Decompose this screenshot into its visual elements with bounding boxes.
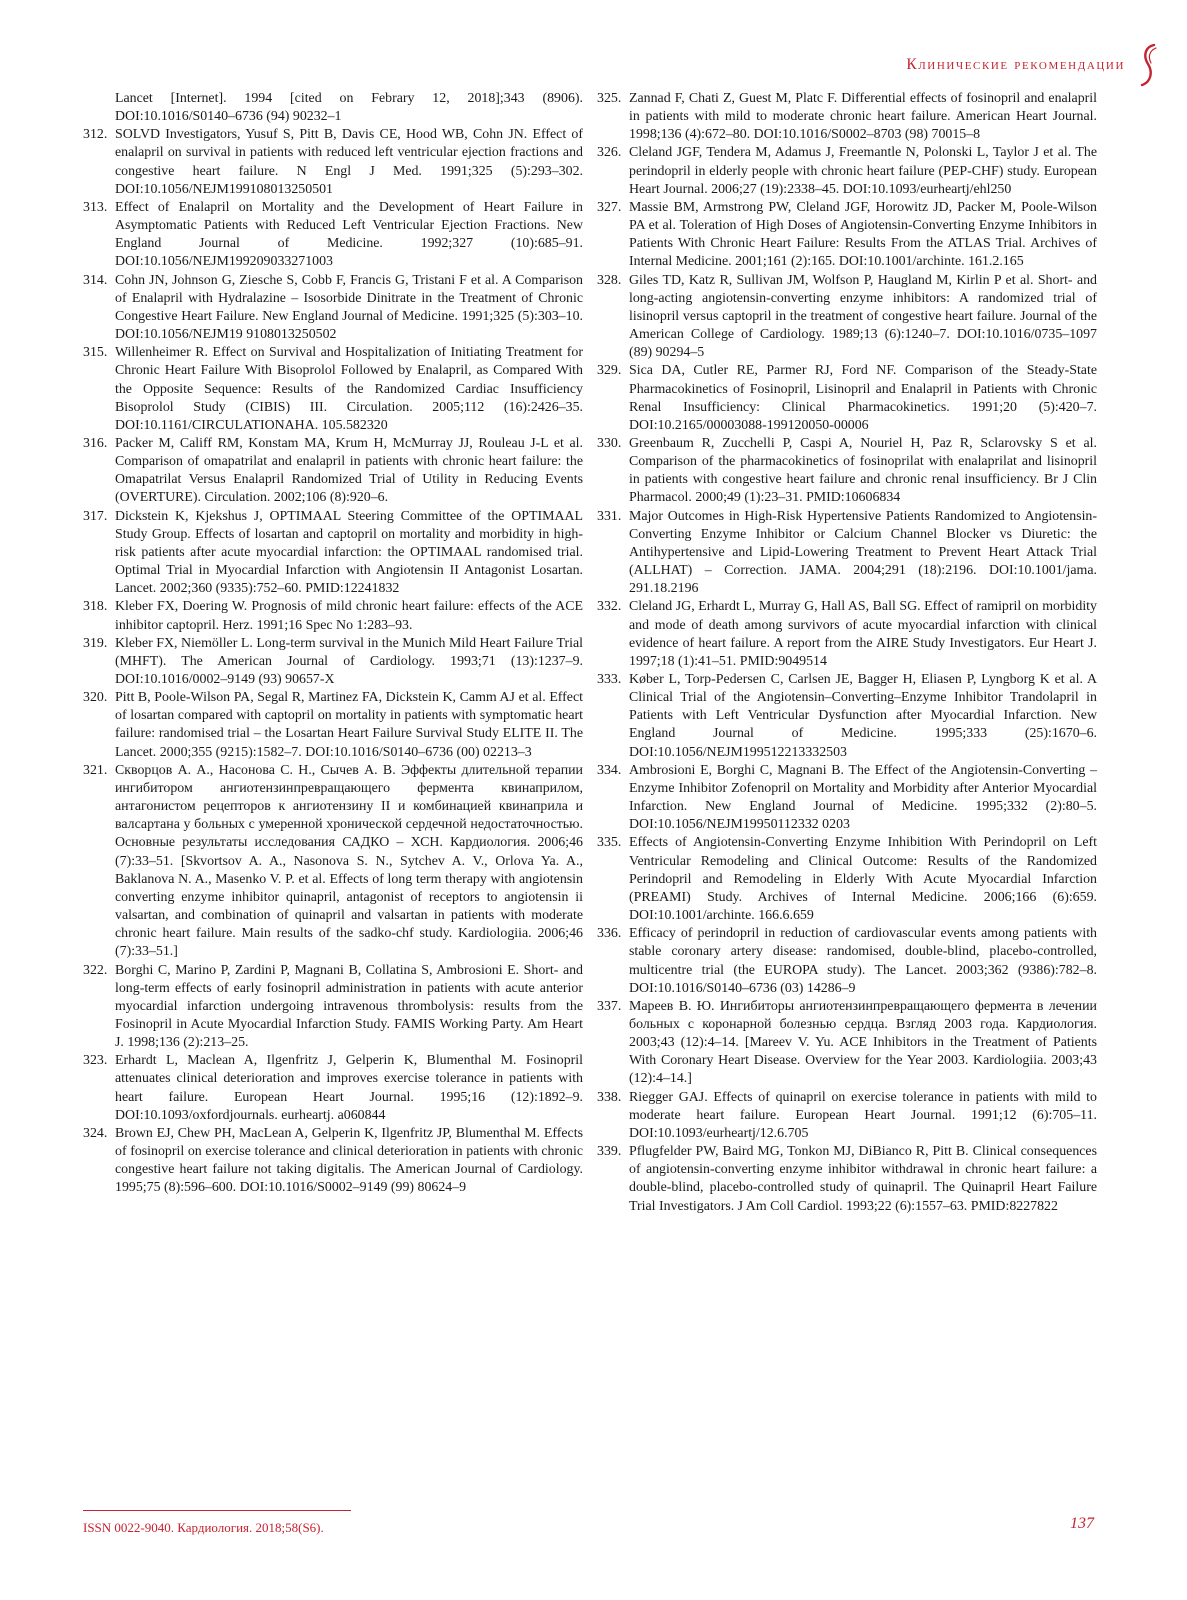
reference-number: 330.: [597, 435, 622, 451]
reference-item: [597, 508, 1097, 599]
reference-number: 325.: [597, 91, 622, 106]
reference-number: 326.: [597, 145, 622, 161]
reference-number: 334.: [597, 762, 622, 778]
reference-text: Kleber FX, Niemöller L. Long-term survival in the Munich Mild Heart Failure Trial (MHFT). The American Journal of Cardiology. 1993;71 (13):1237–9. DOI:10.1016/0002–9149 (93) 90657-X: [115, 635, 583, 687]
reference-item: [83, 598, 583, 634]
reference-text: Borghi C, Marino P, Zardini P, Magnani B, Collatina S, Ambrosioni E. Short- and long-term effects of early fosinopril administration in patients with acute anterior myocardial infarction undergoing intravenous thrombolysis: results from the Fosinopril in Acute Myocardial Infarction Study. FAMIS Working Party. Am Heart J. 1998;136 (2):213–25.: [115, 962, 583, 1051]
reference-item: [597, 1089, 1097, 1143]
reference-text: Dickstein K, Kjekshus J, OPTIMAAL Steering Committee of the OPTIMAAL Study Group. Effects of losartan and captopril on mortality and morbidity in high-risk patients after acute myocardial infarction: the OPTIMAAL randomised trial. Optimal Trial in Myocardial Infarction with Angiotensin II Antagonist Losartan. Lancet. 2002;360 (9335):752–60. PMID:12241832: [115, 508, 583, 597]
reference-number: 317.: [83, 508, 108, 524]
reference-text: Erhardt L, Maclean A, Ilgenfritz J, Gelperin K, Blumenthal M. Fosinopril attenuates clinical deterioration and improves exercise tolerance in patients with heart failure. European Heart Journal. 1995;16 (12):1892–9. DOI:10.1093/oxfordjournals. eurheartj. a060844: [115, 1053, 583, 1123]
reference-text: Efficacy of perindopril in reduction of cardiovascular events among patients with stable coronary artery disease: randomised, double-blind, placebo-controlled, multicentre trial (the EUROPA study). The Lancet. 2003;362 (9386):782–8. DOI:10.1016/S0140–6736 (03) 14286–9: [629, 926, 1097, 996]
reference-text: Packer M, Califf RM, Konstam MA, Krum H, McMurray JJ, Rouleau J-L et al. Comparison of omapatrilat and enalapril in patients with chronic heart failure: the Omapatrilat Versus Enalapril Randomized Trial of Utility in Reducing Events (OVERTURE). Circulation. 2002;106 (8):920–6.: [115, 435, 583, 506]
reference-item: [597, 199, 1097, 272]
reference-text: Major Outcomes in High-Risk Hypertensive Patients Randomized to Angiotensin-Converting Enzyme Inhibitor or Calcium Channel Blocker vs Diuretic: the Antihypertensive and Lipid-Lowering Treatment to Prevent Heart Attack Trial (ALLHAT) – Correction. JAMA. 2004;291 (18):2196. DOI:10.1001/jama. 291.18.2196: [629, 508, 1097, 597]
reference-text: Мареев В. Ю. Ингибиторы ангиотензинпревращающего фермента в лечении больных с коронарной болезнью сердца. Взгляд 2003 года. Кардиология. 2003;43 (12):4–14. [Mareev V. Yu. ACE Inhibitors in the Treatment of Patients With Coronary Heart Disease. Overview for the Year 2003. Kardiologiia. 2003;43 (12):4–14.]: [629, 998, 1097, 1087]
reference-text: Massie BM, Armstrong PW, Cleland JGF, Horowitz JD, Packer M, Poole-Wilson PA et al. Toleration of High Doses of Angiotensin-Converting Enzyme Inhibitors in Patients With Chronic Heart Failure: Results From the ATLAS Trial. Archives of Internal Medicine. 2001;161 (2):165. DOI:10.1001/archinte. 161.2.165: [629, 199, 1097, 270]
reference-text: Ambrosioni E, Borghi C, Magnani B. The Effect of the Angiotensin-Converting – Enzyme Inhibitor Zofenopril on Mortality and Morbidity after Anterior Myocardial Infarction. New England Journal of Medicine. 1995;332 (2):80–5. DOI:10.1056/NEJM19950112332 0203: [629, 762, 1097, 833]
reference-item: [597, 925, 1097, 998]
reference-text: Effect of Enalapril on Mortality and the Development of Heart Failure in Asymptomatic Patients with Reduced Left Ventricular Ejection Fractions. New England Journal of Medicine. 1992;327 (10):685–91. DOI:10.1056/NEJM199209033271003: [115, 199, 583, 270]
reference-item: [83, 435, 583, 508]
reference-number: 316.: [83, 435, 108, 451]
reference-item: [83, 344, 583, 435]
reference-number: 333.: [597, 672, 622, 687]
reference-text: Cohn JN, Johnson G, Ziesche S, Cobb F, Francis G, Tristani F et al. A Comparison of Enalapril with Hydralazine – Isosorbide Dinitrate in the Treatment of Chronic Congestive Heart Failure. New England Journal of Medicine. 1991;325 (5):303–10. DOI:10.1056/NEJM19 9108013250502: [115, 272, 583, 343]
reference-item: [83, 762, 583, 962]
reference-number: 312.: [83, 127, 108, 143]
reference-text: Cleland JGF, Tendera M, Adamus J, Freemantle N, Polonski L, Taylor J et al. The perindopril in elderly people with chronic heart failure (PEP-CHF) study. European Heart Journal. 2006;27 (19):2338–45. DOI:10.1093/eurheartj/ehl250: [629, 145, 1097, 197]
journal-citation: ISSN 0022-9040. Кардиология. 2018;58(S6).: [83, 1520, 324, 1535]
reference-item: [83, 1052, 583, 1125]
red-s-swash-logo-icon: [1137, 42, 1159, 88]
reference-text: Zannad F, Chati Z, Guest M, Platc F. Differential effects of fosinopril and enalapril in patients with mild to moderate chronic heart failure. American Heart Journal. 1998;136 (4):672–80. DOI:10.1016/S0002–8703 (98) 70015–8: [629, 91, 1097, 143]
reference-text: SOLVD Investigators, Yusuf S, Pitt B, Davis CE, Hood WB, Cohn JN. Effect of enalapril on survival in patients with reduced left ventricular ejection fractions and congestive heart failure. N Engl J Med. 1991;325 (5):293–302. DOI:10.1056/NEJM199108013250501: [115, 127, 583, 197]
reference-number: 327.: [597, 199, 622, 215]
reference-item: [597, 998, 1097, 1089]
reference-item: [83, 1125, 583, 1198]
reference-item: [83, 635, 583, 689]
reference-item: [597, 834, 1097, 925]
reference-item: [597, 1143, 1097, 1216]
reference-item: [597, 762, 1097, 835]
reference-item: [83, 689, 583, 762]
right-column: [597, 90, 1097, 1216]
running-header: [906, 42, 1159, 88]
section-title: Клинические рекомендации: [906, 56, 1125, 73]
reference-item: [597, 144, 1097, 198]
reference-text: Cleland JG, Erhardt L, Murray G, Hall AS, Ball SG. Effect of ramipril on morbidity and mode of death among survivors of acute myocardial infarction with clinical evidence of heart failure. A report from the AIRE Study Investigators. Eur Heart J. 1997;18 (1):41–51. PMID:9049514: [629, 599, 1097, 669]
reference-number: 315.: [83, 345, 108, 361]
reference-text: Pflugfelder PW, Baird MG, Tonkon MJ, DiBianco R, Pitt B. Clinical consequences of angiotensin-converting enzyme inhibitor withdrawal in chronic heart failure: a double-blind, placebo-controlled study of quinapril. The Quinapril Heart Failure Trial Investigators. J Am Coll Cardiol. 1993;22 (6):1557–63. PMID:8227822: [629, 1144, 1097, 1214]
reference-number: 314.: [83, 272, 108, 288]
reference-text: Effects of Angiotensin-Converting Enzyme Inhibition With Perindopril on Left Ventricular Remodeling and Clinical Outcome: Results of the Randomized Perindopril and Remodeling in Elderly With Acute Myocardial Infarction (PREAMI) Study. Archives of Internal Medicine. 2006;166 (6):659. DOI:10.1001/archinte. 166.6.659: [629, 835, 1097, 924]
reference-item: [597, 435, 1097, 508]
reference-number: 319.: [83, 635, 108, 651]
reference-item: [597, 362, 1097, 435]
reference-number: 328.: [597, 272, 622, 288]
reference-number: 313.: [83, 199, 108, 215]
reference-number: 324.: [83, 1125, 108, 1141]
reference-text: Pitt B, Poole-Wilson PA, Segal R, Martinez FA, Dickstein K, Camm AJ et al. Effect of losartan compared with captopril on mortality in patients with symptomatic heart failure: randomised trial – the Losartan Heart Failure Survival Study ELITE II. The Lancet. 2000;355 (9215):1582–7. DOI:10.1016/S0140–6736 (00) 02213–3: [115, 690, 583, 760]
reference-continuation: Lancet [Internet]. 1994 [cited on Febrary 12, 2018];343 (8906). DOI:10.1016/S0140–6736 (94) 90232–1: [115, 91, 583, 125]
reference-item: [83, 126, 583, 199]
left-column: [83, 90, 583, 1198]
reference-item: [83, 272, 583, 345]
reference-text: Køber L, Torp-Pedersen C, Carlsen JE, Bagger H, Eliasen P, Lyngborg K et al. A Clinical Trial of the Angiotensin–Converting–Enzyme Inhibitor Trandolapril in Patients with Left Ventricular Dysfunction after Myocardial Infarction. New England Journal of Medicine. 1995;333 (25):1670–6. DOI:10.1056/NEJM199512213332503: [629, 672, 1097, 760]
reference-item: [83, 508, 583, 599]
reference-text: Kleber FX, Doering W. Prognosis of mild chronic heart failure: effects of the ACE inhibitor captopril. Herz. 1991;16 Spec No 1:283–93.: [115, 599, 583, 633]
reference-number: 321.: [83, 762, 108, 778]
reference-number: 335.: [597, 835, 622, 851]
reference-text: Greenbaum R, Zucchelli P, Caspi A, Nouriel H, Paz R, Sclarovsky S et al. Comparison of the pharmacokinetics of fosinoprilat with enalaprilat and lisinopril in patients with congestive heart failure and chronic renal insufficiency. Br J Clin Pharmacol. 2000;49 (1):23–31. PMID:10606834: [629, 435, 1097, 506]
reference-item: [83, 199, 583, 272]
reference-number: 338.: [597, 1089, 622, 1105]
reference-number: 320.: [83, 690, 108, 706]
reference-item: [597, 598, 1097, 671]
page-number: 137: [1070, 1515, 1094, 1532]
reference-number: 323.: [83, 1053, 108, 1069]
reference-text: Riegger GAJ. Effects of quinapril on exercise tolerance in patients with mild to moderate heart failure. European Heart Journal. 1991;12 (6):705–11. DOI:10.1093/eurheartj/12.6.705: [629, 1089, 1097, 1141]
reference-number: 336.: [597, 926, 622, 942]
reference-number: 329.: [597, 363, 622, 379]
reference-number: 322.: [83, 962, 108, 978]
reference-text: Willenheimer R. Effect on Survival and Hospitalization of Initiating Treatment for Chronic Heart Failure With Bisoprolol Followed by Enalapril, as Compared With the Opposite Sequence: Results of the Randomized Cardiac Insufficiency Bisoprolol Study (CIBIS) III. Circulation. 2005;112 (16):2426–35. DOI:10.1161/CIRCULATIONAHA. 105.582320: [115, 345, 583, 433]
reference-number: 339.: [597, 1144, 622, 1160]
reference-text: Sica DA, Cutler RE, Parmer RJ, Ford NF. Comparison of the Steady-State Pharmacokinetics of Fosinopril, Lisinopril and Enalapril in Patients with Chronic Renal Insufficiency: Clinical Pharmacokinetics. 1991;20 (5):420–7. DOI:10.2165/00003088-199120050-00006: [629, 363, 1097, 433]
footer-rule: [83, 1510, 351, 1511]
right-reference-list: [597, 90, 1097, 1216]
reference-item: [83, 962, 583, 1053]
reference-item: [597, 671, 1097, 762]
reference-text: Giles TD, Katz R, Sullivan JM, Wolfson P, Haugland M, Kirlin P et al. Short- and long-acting angiotensin-converting enzyme inhibitors: A randomized trial of lisinopril versus captopril in the treatment of congestive heart failure. Journal of the American College of Cardiology. 1989;13 (6):1240–7. DOI:10.1016/0735–1097 (89) 90294–5: [629, 272, 1097, 361]
reference-item: [597, 272, 1097, 363]
reference-text: Brown EJ, Chew PH, MacLean A, Gelperin K, Ilgenfritz JP, Blumenthal M. Effects of fosinopril on exercise tolerance and clinical deterioration in patients with chronic congestive heart failure not taking digitalis. The American Journal of Cardiology. 1995;75 (8):596–600. DOI:10.1016/S0002–9149 (99) 80624–9: [115, 1125, 583, 1196]
left-reference-list: [83, 126, 583, 1197]
reference-number: 337.: [597, 998, 622, 1014]
reference-item: [597, 90, 1097, 144]
reference-number: 331.: [597, 508, 622, 524]
reference-number: 318.: [83, 599, 108, 615]
reference-number: 332.: [597, 599, 622, 615]
reference-text: Скворцов А. А., Насонова С. Н., Сычев А. В. Эффекты длительной терапии ингибитором ангиотензинпревращающего фермента квинаприлом, антагонистом рецепторов к ангиотензину II и комбинацией квинаприла и валсартана у больных с умеренной хронической сердечной недостаточностью. Основные результаты исследования САДКО – ХСН. Кардиология. 2006;46 (7):33–51. [Skvortsov A. A., Nasonova S. N., Sytchev A. V., Orlova Ya. A., Baklanova N. A., Masenko V. P. et al. Effects of long term therapy with angiotensin converting enzyme inhibitor quinapril, antagonist of receptors to angiotensin ii valsartan, and combination of quinapril and valsartan in patients with moderate chronic heart failure. Main results of the sadko-chf study. Kardiologiia. 2006;46 (7):33–51.]: [115, 762, 583, 960]
